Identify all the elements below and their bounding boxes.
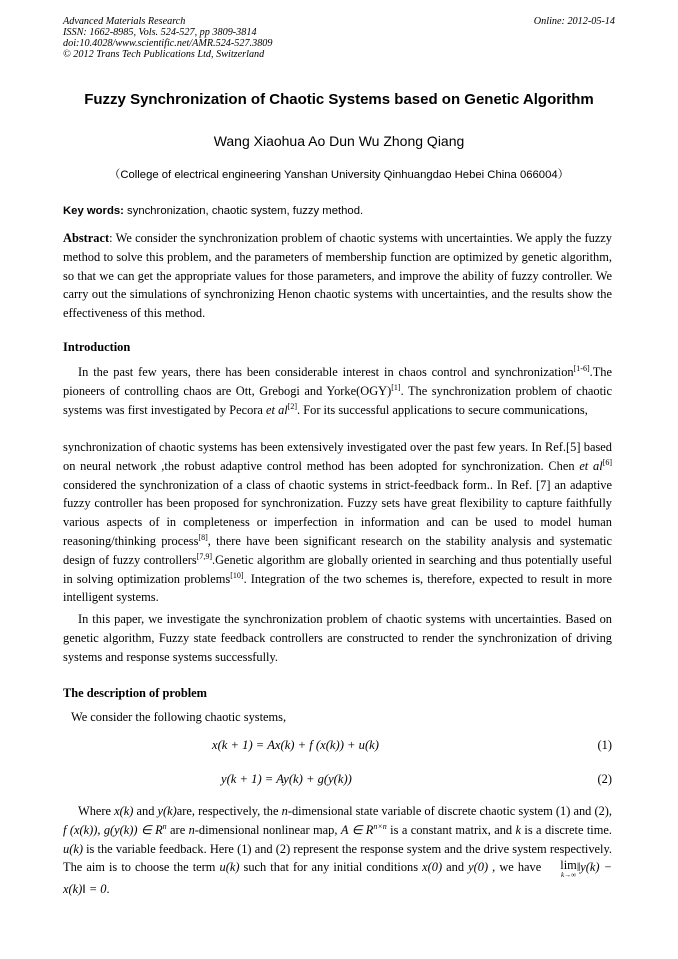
abstract-label: Abstract bbox=[63, 231, 110, 245]
paper-title: Fuzzy Synchronization of Chaotic Systems based on Genetic Algorithm bbox=[84, 91, 594, 108]
equation-1-number: (1) bbox=[597, 738, 612, 752]
citation: [1] bbox=[391, 382, 401, 392]
intro-paragraph-1: In the past few years, there has been considerable interest in chaos control and synchronization[1-6].The pioneers of controlling chaos are Ott, Grebogi and Yorke(OGY)[1]. The synchronization problem of chaotic systems was first investigated by Pecora et al[2]. For its successful applications to secure communications, bbox=[63, 364, 613, 417]
citation: [8] bbox=[198, 532, 208, 542]
problem-lead: We consider the following chaotic systems, bbox=[71, 710, 287, 724]
affiliation: （College of electrical engineering Yanshan University Qinhuangdao Hebei China 066004） bbox=[109, 169, 569, 181]
issn-line: ISSN: 1662-8985, Vols. 524-527, pp 3809-3814 bbox=[63, 27, 257, 38]
citation: [6] bbox=[602, 457, 613, 467]
keywords-label: Key words: bbox=[63, 205, 124, 217]
copyright-line: © 2012 Trans Tech Publications Ltd, Switzerland bbox=[63, 49, 265, 60]
citation: [2] bbox=[287, 401, 298, 411]
section-heading-introduction: Introduction bbox=[63, 340, 131, 354]
problem-paragraph: Where x(k) and y(k)are, respectively, the n-dimensional state variable of discrete chaotic system (1) and (2), f (x(k)), g(y(k)) ∈ $R^n$ are n-dimensional nonlinear map, A ∈ $R^{n\times n}$ is a constant matrix, and k is a discrete time. u(k) is the variable feedback. Here (1) and (2) represent the response system and the drive system respectively. The aim is to choose the term u(k) such that for any initial conditions x(0) and y(0) , we have lim k→∞ ‖y(k) − x(k)‖ = 0. bbox=[63, 804, 612, 897]
abstract bbox=[63, 229, 612, 323]
online-date: Online: 2012-05-14 bbox=[533, 16, 615, 27]
intro-paragraph-3: In this paper, we investigate the synchronization problem of chaotic systems with uncertainties. Based on genetic algorithm, Fuzzy state feedback controllers are constructed to render the synchronization of driving systems and response systems successfully. bbox=[63, 612, 612, 664]
citation: [1-6] bbox=[573, 364, 590, 373]
limit-expression: lim k→∞ bbox=[560, 858, 577, 880]
keywords-text: synchronization, chaotic system, fuzzy method. bbox=[123, 205, 364, 217]
journal-name: Advanced Materials Research bbox=[63, 16, 186, 27]
keywords bbox=[63, 205, 363, 217]
doi-line: doi:10.4028/www.scientific.net/AMR.524-527.3809 bbox=[63, 38, 273, 49]
citation: [7,9] bbox=[196, 551, 212, 561]
citation: [10] bbox=[230, 570, 244, 580]
intro-paragraph-2: synchronization of chaotic systems has been extensively investigated over the past few years. In Ref.[5] based on neural network ,the robust adaptive control method has been adopted for synchronization. Chen et al[6] considered the synchronization of a class of chaotic systems in strict-feedback form.. In Ref. [7] an adaptive fuzzy controller has been proposed for synchronization. Fuzzy sets have great flexibility to capture faithfully various aspects of in completeness or imperfection in information and can be used to model human reasoning/thinking process[8], there have been significant research on the stability analysis and systematic design of fuzzy controllers[7,9].Genetic algorithm are globally oriented in searching and thus potentially useful in solving optimization problems[10]. Integration of the two schemes is, therefore, expected to result in more intelligent systems. bbox=[63, 440, 613, 605]
author-list: Wang Xiaohua Ao Dun Wu Zhong Qiang bbox=[213, 133, 465, 149]
journal-header bbox=[63, 16, 272, 60]
equation-2: y(k + 1) = Ay(k) + g(y(k)) bbox=[221, 772, 352, 786]
equation-1: x(k + 1) = Ax(k) + f (x(k)) + u(k) bbox=[212, 738, 379, 752]
equation-2-number: (2) bbox=[597, 772, 612, 786]
abstract-text: : We consider the synchronization problem of chaotic systems with uncertainties. We apply the fuzzy method to solve this problem, and the parameters of membership function are optimized by genetic algorithm, so that we can get the appropriate values for those parameters, and improve the ability of fuzzy controller. We carry out the simulations of synchronizing Henon chaotic systems with uncertainties, and the results show the effectiveness of this method. bbox=[63, 231, 612, 321]
section-heading-problem: The description of problem bbox=[63, 686, 207, 700]
